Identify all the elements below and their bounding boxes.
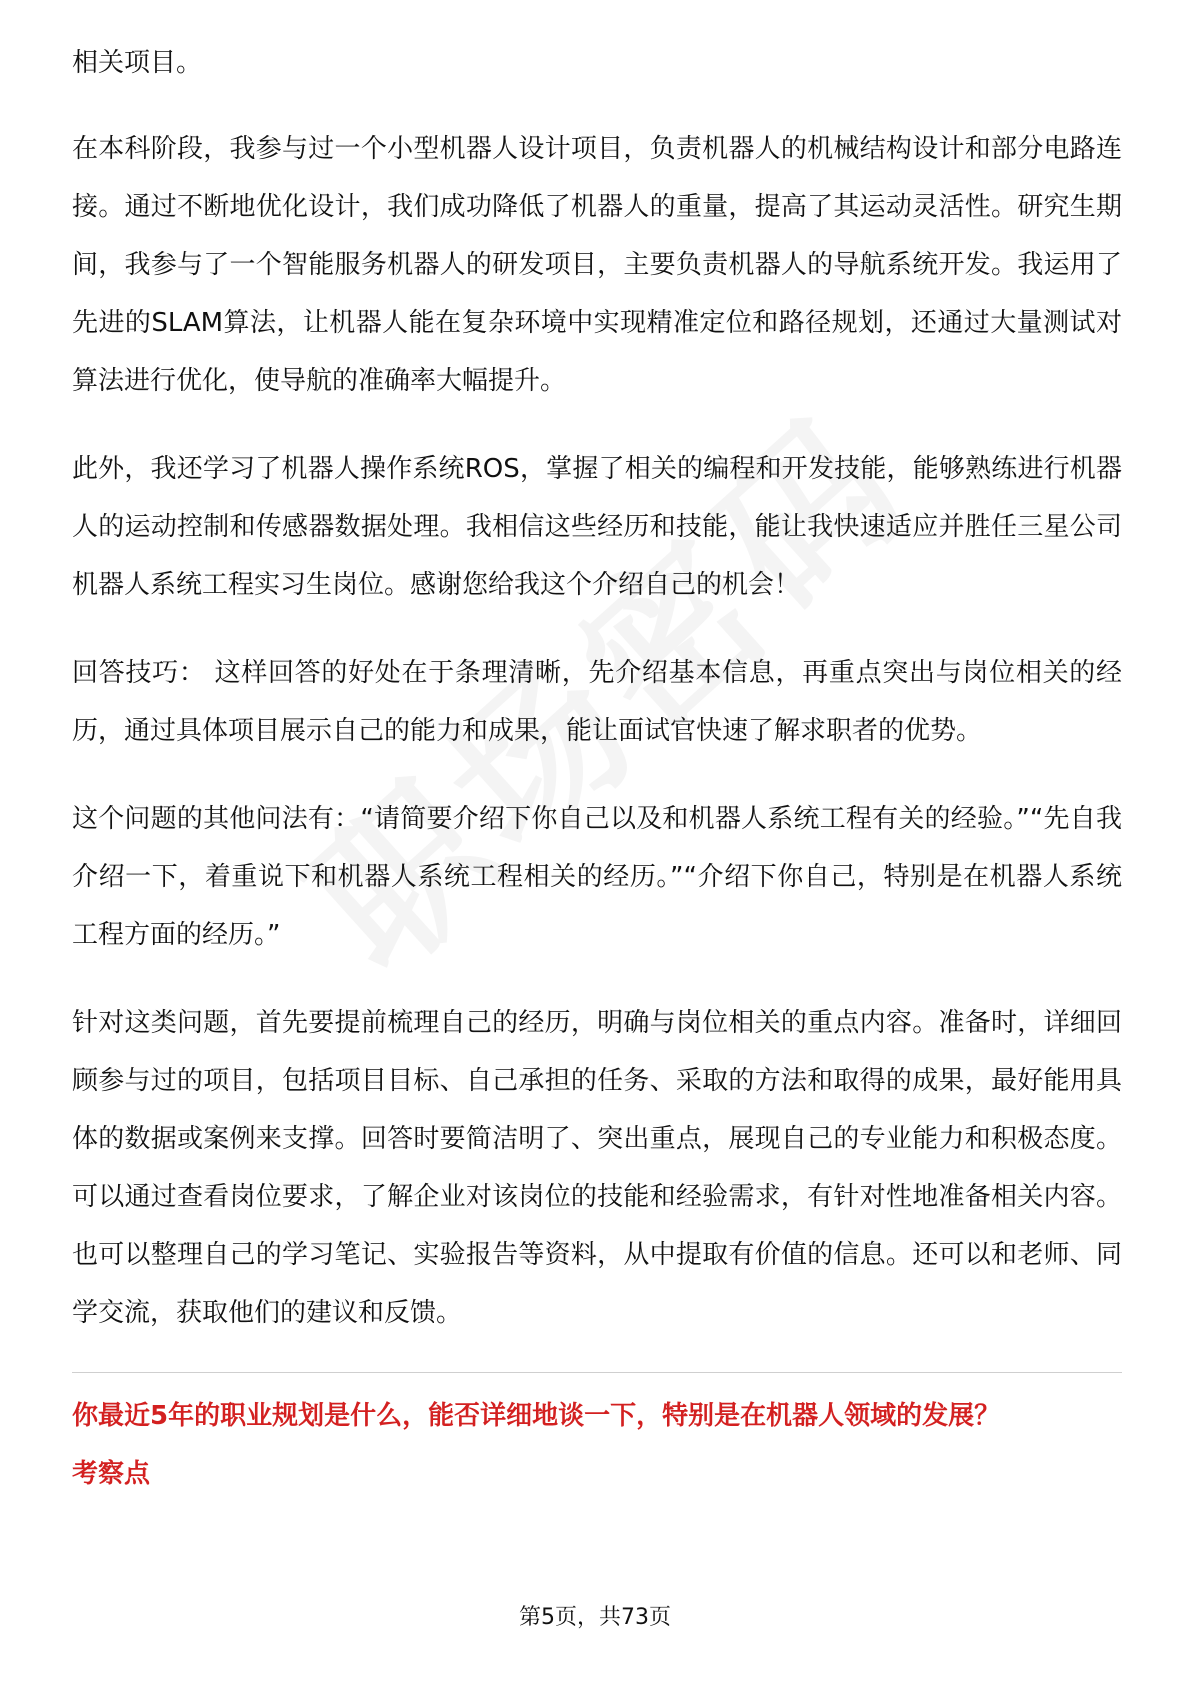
section-label-evaluation-points: 考察点 (72, 1459, 151, 1489)
paragraph-continuation: 相关项目。 (72, 48, 203, 78)
page-number-footer: 第5页，共73页 (519, 1605, 671, 1630)
paragraph-preparation-advice: 针对这类问题，首先要提前梳理自己的经历，明确与岗位相关的重点内容。准备时，详细回顾参与过的项目，包括项目目标、自己承担的任务、采取的方法和取得的成果，最好能用具体的数据或案例来支撑。回答时要简洁明了、突出重点，展现自己的专业能力和积极态度。可以通过查看岗位要求，了解企业对该岗位的技能和经验需求，有针对性地准备相关内容。也可以整理自己的学习笔记、实验报告等资料，从中提取有价值的信息。还可以和老师、同学交流，获取他们的建议和反馈。 (72, 1008, 1122, 1328)
interview-question: 你最近5年的职业规划是什么，能否详细地谈一下，特别是在机器人领域的发展？ (72, 1401, 1001, 1431)
paragraph-alternate-questions: 这个问题的其他问法有：“请简要介绍下你自己以及和机器人系统工程有关的经验。”“先自我介绍一下，着重说下和机器人系统工程相关的经历。”“介绍下你自己，特别是在机器人系统工程方面的经历。” (72, 804, 1122, 950)
section-divider (72, 1372, 1122, 1373)
document-body (72, 34, 1122, 1503)
paragraph-skills: 此外，我还学习了机器人操作系统ROS，掌握了相关的编程和开发技能，能够熟练进行机器人的运动控制和传感器数据处理。我相信这些经历和技能，能让我快速适应并胜任三星公司机器人系统工程实习生岗位。感谢您给我这个介绍自己的机会！ (72, 454, 1122, 600)
paragraph-answer-tips: 回答技巧： 这样回答的好处在于条理清晰，先介绍基本信息，再重点突出与岗位相关的经历，通过具体项目展示自己的能力和成果，能让面试官快速了解求职者的优势。 (72, 658, 1122, 746)
paragraph-experience: 在本科阶段，我参与过一个小型机器人设计项目，负责机器人的机械结构设计和部分电路连接。通过不断地优化设计，我们成功降低了机器人的重量，提高了其运动灵活性。研究生期间，我参与了一个智能服务机器人的研发项目，主要负责机器人的导航系统开发。我运用了先进的SLAM算法，让机器人能在复杂环境中实现精准定位和路径规划，还通过大量测试对算法进行优化，使导航的准确率大幅提升。 (72, 134, 1122, 396)
